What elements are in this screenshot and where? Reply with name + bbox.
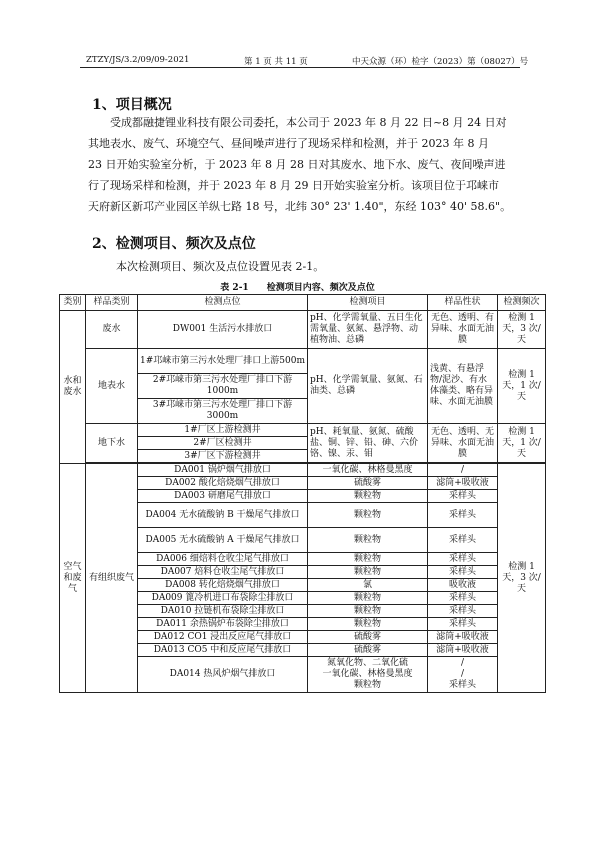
- items-cell: pH、耗氧量、氨氮、硫酸盐、铜、锌、铅、砷、六价铬、镍、汞、钼: [308, 424, 428, 463]
- point-cell: DA010 拉链机布袋除尘排放口: [138, 605, 308, 618]
- point-cell: 3#邛崃市第三污水处理厂排口下游3000m: [138, 399, 308, 424]
- nature-cell: 吸收液: [428, 579, 498, 592]
- frequency-cell: 检测 1 天，3 次/天: [498, 311, 546, 349]
- page-indicator: 第 1 页 共 11 页: [244, 57, 308, 67]
- items-line: 一氧化碳、林格曼黑度: [322, 669, 413, 679]
- point-cell: DA001 锅炉烟气排放口: [138, 464, 308, 477]
- items-cell: 硫酸雾: [308, 631, 428, 644]
- section-2-intro: 本次检测项目、频次及点位设置见表 2-1。: [116, 260, 325, 273]
- header-cell: 类别: [60, 295, 86, 311]
- point-cell: 3#厂区下游检测井: [138, 450, 308, 463]
- nature-cell: 采样头: [428, 553, 498, 566]
- nature-line: /: [460, 669, 465, 679]
- items-cell: 硫酸雾: [308, 644, 428, 657]
- items-cell: 氯: [308, 579, 428, 592]
- items-cell: pH、化学需氧量、氨氮、石油类、总磷: [308, 349, 428, 424]
- nature-cell: 采样头: [428, 566, 498, 579]
- nature-cell: 滤筒+吸收液: [428, 477, 498, 490]
- point-cell: DA007 焙料仓收尘尾气排放口: [138, 566, 308, 579]
- sample-type-cell: 地表水: [86, 349, 138, 424]
- table-row: [60, 424, 546, 437]
- category-cell: 空气和废气: [60, 464, 86, 693]
- detection-table: [59, 294, 546, 693]
- header-cell: 样品类别: [86, 295, 138, 311]
- paragraph-line: 23 日开始实验室分析，于 2023 年 8 月 28 日对其废水、地下水、废气、夜间噪声进: [88, 158, 506, 171]
- point-cell: DA003 研磨尾气排放口: [138, 490, 308, 503]
- items-line: 氮氧化物、二氧化硫: [326, 658, 408, 668]
- paragraph-line: 天府新区新邛产业园区羊纵七路 18 号，北纬 30° 23' 1.40"，东经 103° 40' 58.6"。: [88, 200, 512, 213]
- nature-cell: 采样头: [428, 503, 498, 528]
- table-caption: 表 2-1 检测项目内容、频次及点位: [220, 283, 375, 293]
- items-cell: 硫酸雾: [308, 477, 428, 490]
- frequency-cell: 检测 1 天，3 次/天: [498, 464, 546, 693]
- section-2-title: 2、检测项目、频次及点位: [92, 236, 256, 252]
- nature-cell: [428, 657, 498, 693]
- nature-cell: 采样头: [428, 618, 498, 631]
- table-row: [60, 464, 546, 477]
- nature-cell: /: [428, 464, 498, 477]
- header-rule: [80, 67, 520, 68]
- point-cell: DA011 余热锅炉布袋除尘排放口: [138, 618, 308, 631]
- paragraph-line: 行了现场采样和检测，并于 2023 年 8 月 29 日开始实验室分析。该项目位于邛崃市: [88, 179, 499, 192]
- nature-cell: 无色、透明、无异味、水面无油膜: [428, 424, 498, 463]
- frequency-cell: 检测 1 天，1 次/天: [498, 424, 546, 463]
- items-cell: 颗粒物: [308, 490, 428, 503]
- point-cell: 1#邛崃市第三污水处理厂排口上游500m: [138, 349, 308, 374]
- items-cell: 颗粒物: [308, 605, 428, 618]
- items-cell: 颗粒物: [308, 592, 428, 605]
- items-cell: 颗粒物: [308, 553, 428, 566]
- nature-cell: 浅黄、有悬浮物/泥沙、有水体藻类、略有异味、水面无油膜: [428, 349, 498, 424]
- items-cell: 颗粒物: [308, 618, 428, 631]
- header-cell: 检测点位: [138, 295, 308, 311]
- nature-cell: 滤筒+吸收液: [428, 631, 498, 644]
- point-cell: DA009 篦冷机进口布袋除尘排放口: [138, 592, 308, 605]
- point-cell: DA006 细焙料仓收尘尾气排放口: [138, 553, 308, 566]
- items-cell: 颗粒物: [308, 566, 428, 579]
- point-cell: 2#邛崃市第三污水处理厂排口下游1000m: [138, 374, 308, 399]
- category-cell: 水和废水: [60, 311, 86, 464]
- section-1-title: 1、项目概况: [92, 97, 172, 113]
- sample-type-cell: 废水: [86, 311, 138, 349]
- point-cell: DW001 生活污水排放口: [138, 311, 308, 349]
- sample-type-cell: 有组织废气: [86, 464, 138, 693]
- point-cell: DA002 酸化焙烧烟气排放口: [138, 477, 308, 490]
- table-header-row: [60, 295, 546, 311]
- table-row: [60, 349, 546, 374]
- header-cell: 检测项目: [308, 295, 428, 311]
- section-1-paragraph: [88, 112, 520, 217]
- sample-type-cell: 地下水: [86, 424, 138, 463]
- nature-cell: 采样头: [428, 490, 498, 503]
- nature-cell: 采样头: [428, 592, 498, 605]
- items-cell: [308, 657, 428, 693]
- items-line: 颗粒物: [353, 680, 381, 690]
- nature-line: /: [460, 658, 465, 668]
- header-cell: 样品性状: [428, 295, 498, 311]
- nature-cell: 滤筒+吸收液: [428, 644, 498, 657]
- items-cell: 一氧化碳、林格曼黑度: [308, 464, 428, 477]
- items-cell: 颗粒物: [308, 528, 428, 553]
- header-cell: 检测频次: [498, 295, 546, 311]
- nature-cell: 无色、透明、有异味、水面无油膜: [428, 311, 498, 349]
- paragraph-line: 受成都融捷锂业科技有限公司委托，本公司于 2023 年 8 月 22 日~8 月 24 日对: [110, 116, 507, 129]
- nature-cell: 采样头: [428, 605, 498, 618]
- doc-code: ZTZY/JS/3.2/09/09-2021: [86, 55, 190, 65]
- paragraph-line: 其地表水、废气、环境空气、昼间噪声进行了现场采样和检测，并于 2023 年 8 月: [88, 137, 489, 150]
- point-cell: DA014 热风炉烟气排放口: [138, 657, 308, 693]
- report-number: 中天众源（环）检字（2023）第（08027）号: [352, 57, 529, 67]
- point-cell: DA008 转化焙烧烟气排放口: [138, 579, 308, 592]
- point-cell: DA005 无水硫酸钠 A 干燥尾气排放口: [138, 528, 308, 553]
- table-row: [60, 311, 546, 349]
- point-cell: DA013 CO5 中和反应尾气排放口: [138, 644, 308, 657]
- items-cell: pH、化学需氧量、五日生化需氧量、氨氮、悬浮物、动植物油、总磷: [308, 311, 428, 349]
- frequency-cell: 检测 1 天，1 次/天: [498, 349, 546, 424]
- point-cell: DA012 CO1 浸出反应尾气排放口: [138, 631, 308, 644]
- point-cell: DA004 无水硫酸钠 B 干燥尾气排放口: [138, 503, 308, 528]
- point-cell: 1#厂区上游检测井: [138, 424, 308, 437]
- items-cell: 颗粒物: [308, 503, 428, 528]
- nature-cell: 采样头: [428, 528, 498, 553]
- point-cell: 2#厂区检测井: [138, 437, 308, 450]
- nature-line: 采样头: [448, 680, 476, 690]
